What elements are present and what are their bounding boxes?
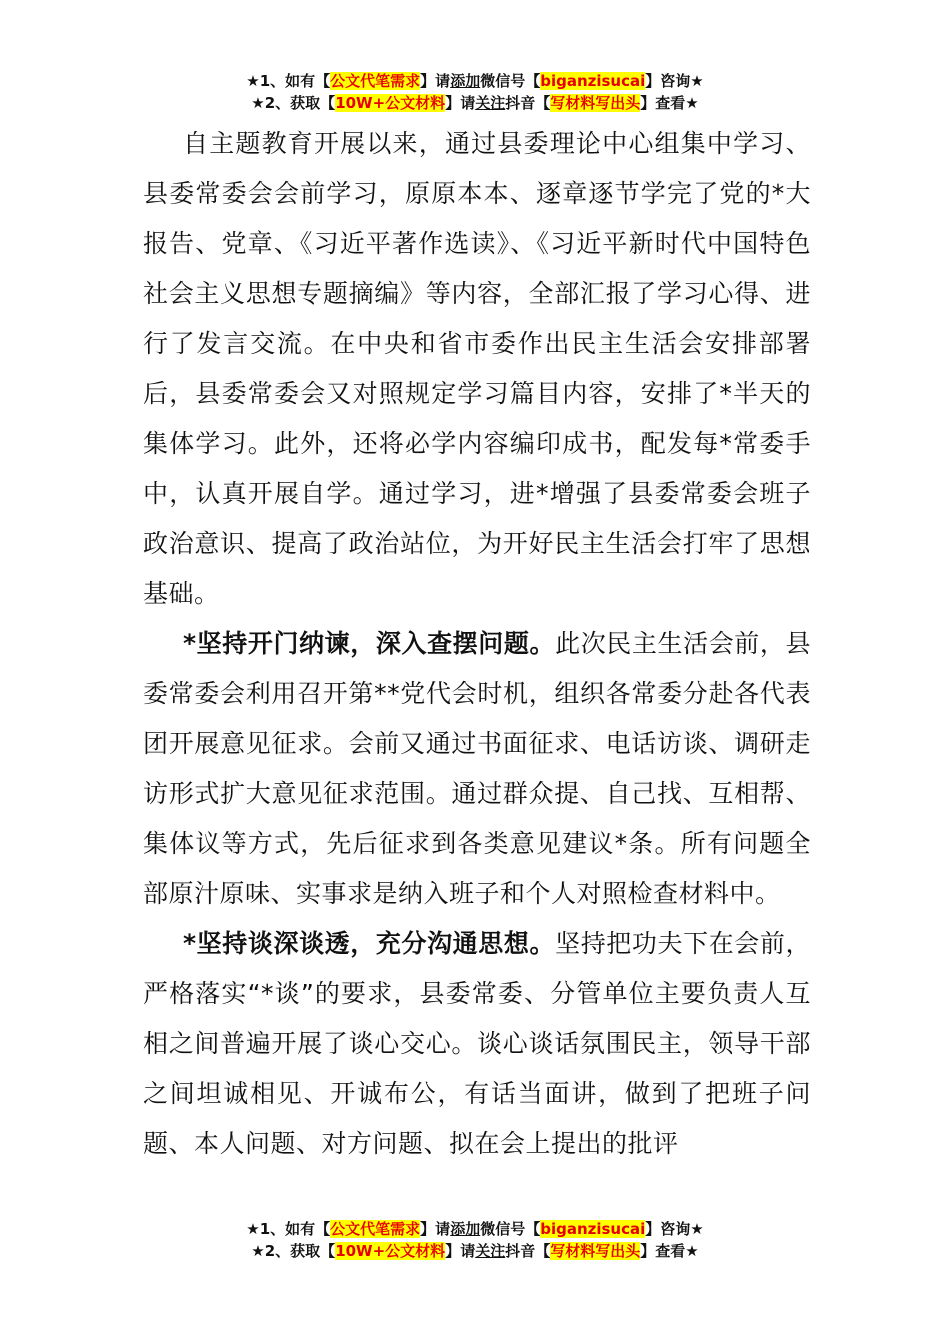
paragraph-lead: *坚持谈深谈透，充分沟通思想。 bbox=[183, 929, 556, 958]
paragraph-text: 自主题教育开展以来，通过县委理论中心组集中学习、县委常委会会前学习，原原本本、逐章逐节学完了党的*大报告、党章、《习近平著作选读》、《习近平新时代中国特色社会主义思想专题摘编》等内容，全部汇报了学习心得、进行了发言交流。在中央和省市委作出民主生活会安排部署后，县委常委会又对照规定学习篇目内容，安排了*半天的集体学习。此外，还将必学内容编印成书，配发每*常委手中，认真开展自学。通过学习，进*增强了县委常委会班子政治意识、提高了政治站位，为开好民主生活会打牢了思想基础。 bbox=[143, 129, 811, 608]
promo-text: ★2、获取【 bbox=[251, 94, 336, 112]
promo-header bbox=[0, 70, 950, 114]
promo-highlight: 写材料写出头 bbox=[550, 1242, 641, 1260]
promo-text: ★1、如有【 bbox=[246, 72, 331, 90]
promo-highlight: biganzisucai bbox=[540, 1220, 646, 1238]
paragraph-lead: *坚持开门纳谏，深入查摆问题。 bbox=[183, 629, 556, 658]
promo-text: 抖音【 bbox=[505, 1242, 551, 1260]
promo-underline: 添加 bbox=[450, 1220, 481, 1238]
promo-text: ★2、获取【 bbox=[251, 1242, 336, 1260]
promo-text: 】查看★ bbox=[640, 94, 699, 112]
document-body bbox=[143, 119, 811, 1169]
promo-line-2 bbox=[0, 1240, 950, 1262]
promo-text: 】请 bbox=[445, 1242, 476, 1260]
promo-highlight: 公文代笔需求 bbox=[330, 72, 421, 90]
promo-underline: 关注 bbox=[475, 1242, 506, 1260]
promo-text: 】请 bbox=[420, 72, 451, 90]
paragraph-text: 此次民主生活会前，县委常委会利用召开第**党代会时机，组织各常委分赴各代表团开展意见征求。会前又通过书面征求、电话访谈、调研走访形式扩大意见征求范围。通过群众提、自己找、互相帮、集体议等方式，先后征求到各类意见建议*条。所有问题全部原汁原味、实事求是纳入班子和个人对照检查材料中。 bbox=[143, 629, 811, 908]
promo-line-1 bbox=[0, 1218, 950, 1240]
paragraph-text: 坚持把功夫下在会前，严格落实“*谈”的要求，县委常委、分管单位主要负责人互相之间普遍开展了谈心交心。谈心谈话氛围民主，领导干部之间坦诚相见、开诚布公，有话当面讲，做到了把班子问题、本人问题、对方问题、拟在会上提出的批评 bbox=[143, 929, 811, 1158]
paragraph-2 bbox=[143, 619, 811, 919]
promo-highlight: 写材料写出头 bbox=[550, 94, 641, 112]
promo-text: 抖音【 bbox=[505, 94, 551, 112]
promo-text: ★1、如有【 bbox=[246, 1220, 331, 1238]
promo-highlight: 10W+公文材料 bbox=[335, 94, 446, 112]
promo-highlight: 10W+公文材料 bbox=[335, 1242, 446, 1260]
promo-text: 】请 bbox=[445, 94, 476, 112]
promo-underline: 添加 bbox=[450, 72, 481, 90]
promo-text: 微信号【 bbox=[480, 1220, 541, 1238]
promo-text: 微信号【 bbox=[480, 72, 541, 90]
promo-highlight: biganzisucai bbox=[540, 72, 646, 90]
promo-text: 】咨询★ bbox=[645, 1220, 704, 1238]
promo-line-2 bbox=[0, 92, 950, 114]
promo-line-1 bbox=[0, 70, 950, 92]
promo-underline: 关注 bbox=[475, 94, 506, 112]
promo-highlight: 公文代笔需求 bbox=[330, 1220, 421, 1238]
promo-footer bbox=[0, 1218, 950, 1262]
promo-text: 】咨询★ bbox=[645, 72, 704, 90]
promo-text: 】查看★ bbox=[640, 1242, 699, 1260]
paragraph-3 bbox=[143, 919, 811, 1169]
paragraph-1 bbox=[143, 119, 811, 619]
promo-text: 】请 bbox=[420, 1220, 451, 1238]
